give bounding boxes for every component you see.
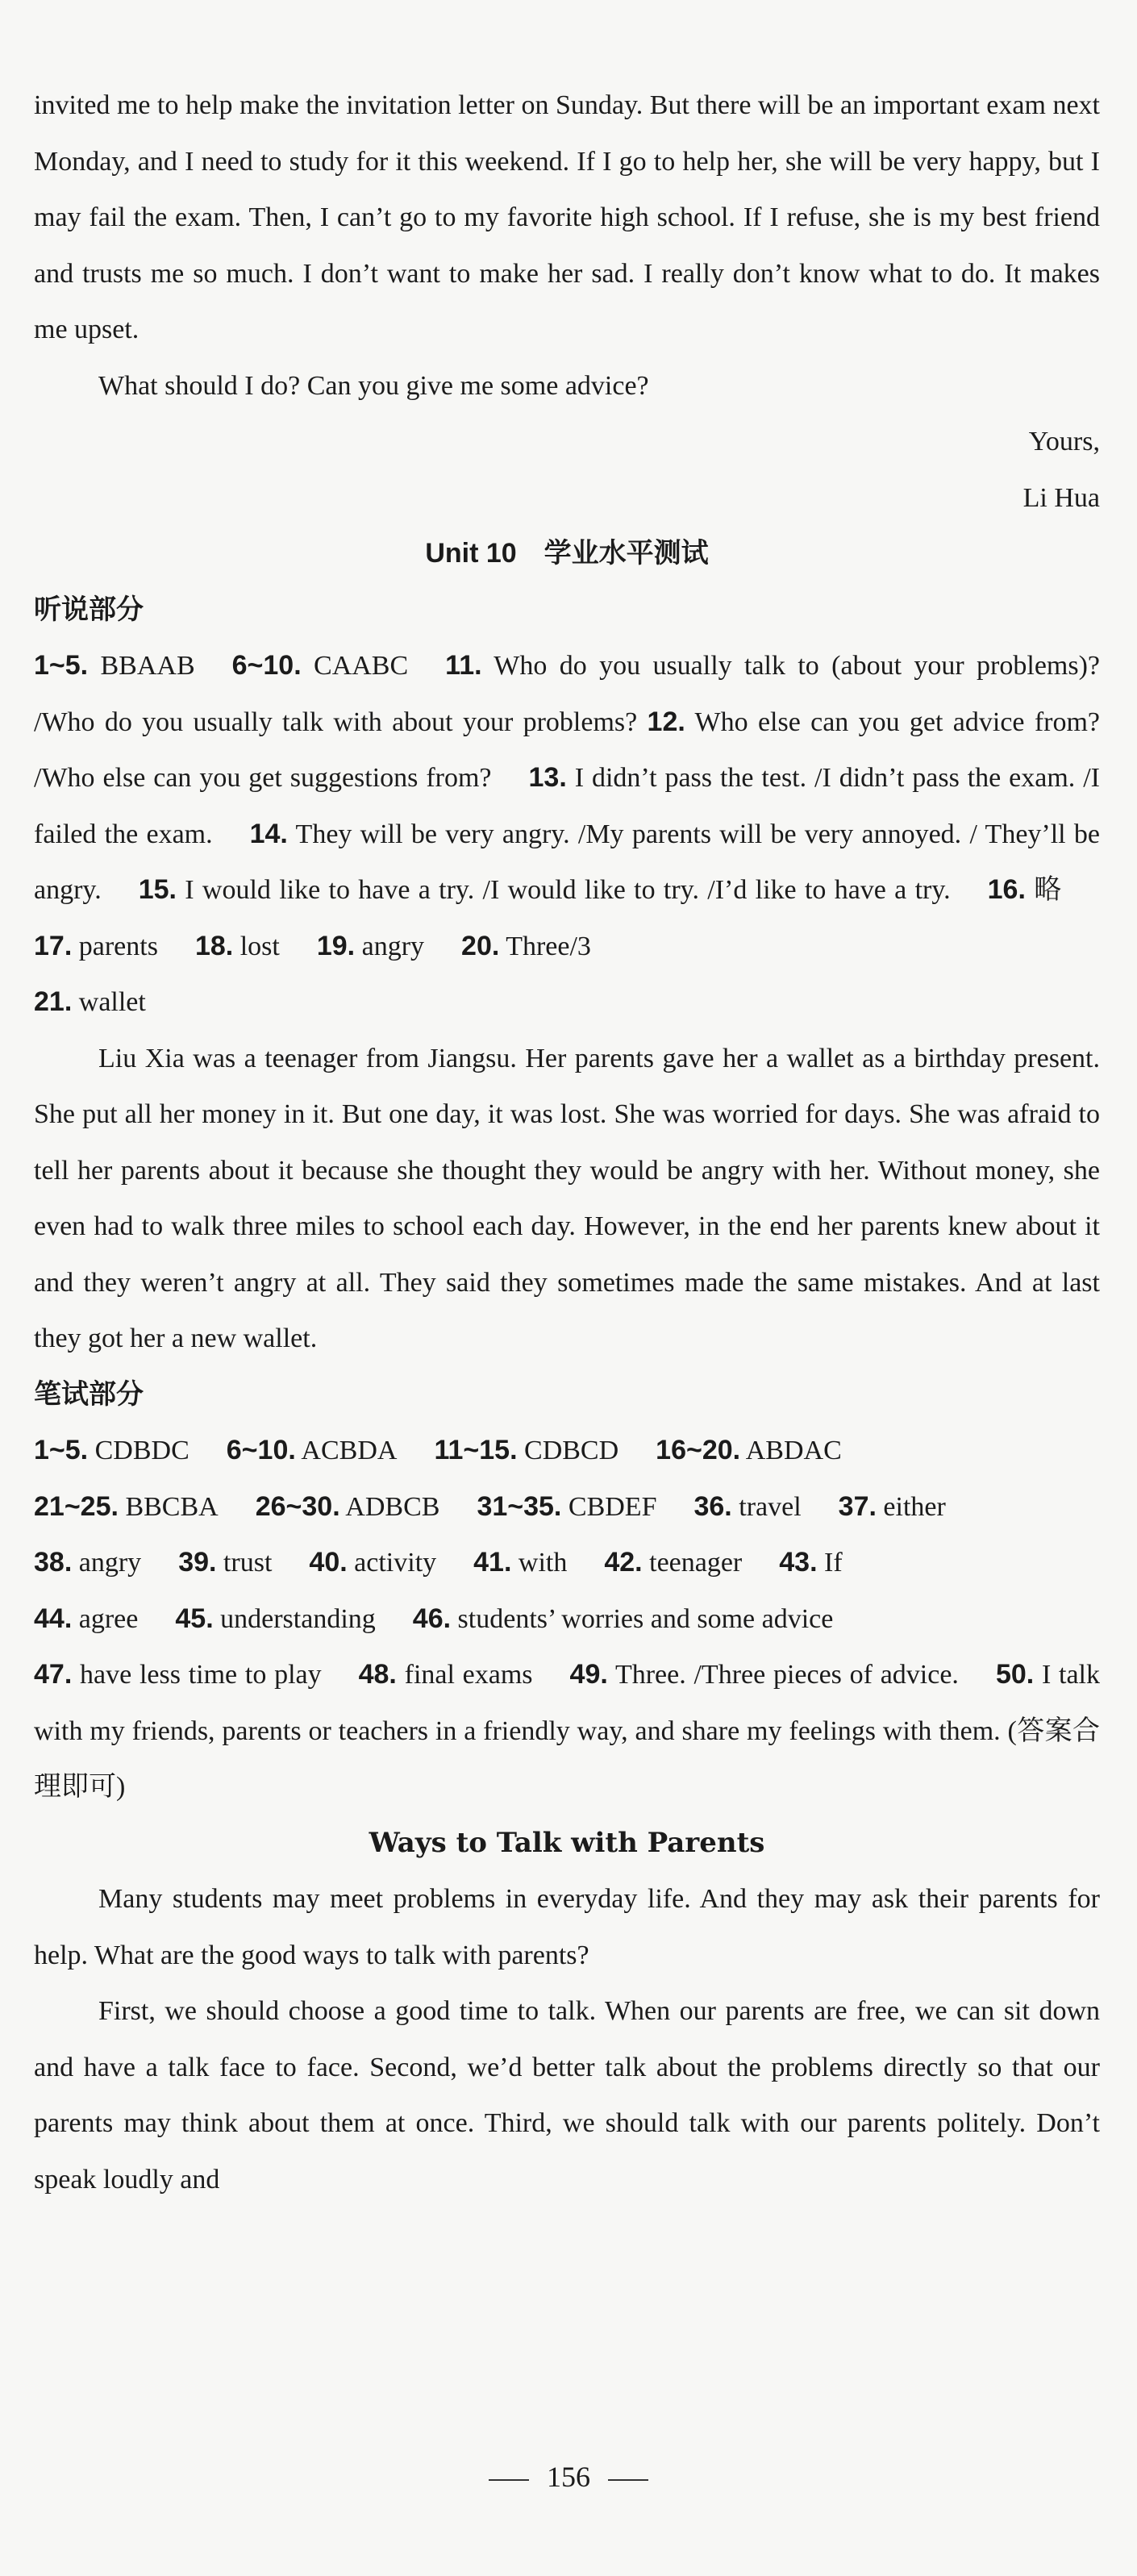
answer-text: They will be very angry. /My parents will be very annoyed. / They’ll be angry. [34, 819, 1100, 905]
answer-number: 18. [194, 930, 234, 961]
essay-paragraph-1: Many students may meet problems in everyday life. And they may ask their parents for help. What are the good ways to talk with parents? [34, 1884, 1100, 1970]
answer-number: 38. [34, 1547, 73, 1578]
answer-text: trust [223, 1548, 273, 1578]
answer-number: 49. [569, 1659, 608, 1690]
answer-number: 11. [445, 650, 482, 681]
answer-text: If [824, 1548, 843, 1578]
answer-text: CBDEF [568, 1491, 657, 1522]
answer-text: agree [78, 1603, 139, 1634]
answer-text: CDBDC [94, 1436, 190, 1465]
answer-text: with [518, 1548, 568, 1578]
answer-number: 39. [178, 1547, 217, 1578]
answer-text: ADBCB [345, 1491, 440, 1522]
answer-text: understanding [220, 1603, 376, 1634]
answer-text: Three. /Three pieces of advice. [614, 1660, 959, 1690]
answer-number: 16. [987, 874, 1026, 905]
answer-text: teenager [649, 1548, 743, 1578]
answer-number: 6~10. [226, 1435, 296, 1465]
answer-text: CAABC [314, 651, 409, 681]
answer-number: 45. [175, 1603, 214, 1634]
answer-number: 21~25. [34, 1490, 119, 1522]
answer-number: 13. [528, 762, 567, 793]
answer-text: angry [361, 931, 425, 961]
answer-text: angry [78, 1548, 142, 1578]
answer-text: Three/3 [506, 931, 591, 961]
written-answers [34, 1423, 1100, 1815]
answer-number: 19. [316, 930, 356, 961]
answer-number: 46. [412, 1603, 452, 1634]
essay-title: Ways to Talk with Parents [369, 1826, 765, 1859]
page-footer [0, 2460, 1137, 2494]
page-content [34, 77, 1100, 2207]
answer-text: students’ worries and some advice [457, 1603, 834, 1634]
answer-text: travel [739, 1491, 802, 1522]
listening-passage: Liu Xia was a teenager from Jiangsu. Her parents gave her a wallet as a birthday present. She put all her money in it. But one day, it was lost. She was worried for days. She was afraid to tell her parents about it because she thought they would be angry with her. Without money, she even had to walk three miles to school each day. However, in the end her parents knew about it and they weren’t angry at all. They said they sometimes made the same mistakes. And at last they got her a new wallet. [34, 1043, 1100, 1353]
answer-text: lost [239, 931, 280, 961]
answer-text: BBAAB [100, 651, 195, 681]
answer-number: 17. [34, 930, 73, 961]
answer-number: 15. [138, 874, 177, 905]
answer-number: 50. [995, 1659, 1035, 1690]
answer-number: 44. [34, 1603, 73, 1634]
answer-text: I talk with my friends, parents or teachers in a friendly way, and share my feelings with them. (答案合理即可) [34, 1660, 1101, 1802]
answer-text: I didn’t pass the test. /I didn’t pass the exam. /I failed the exam. [34, 763, 1100, 849]
answer-text: 略 [1034, 875, 1064, 905]
answer-number: 1~5. [34, 650, 89, 681]
answer-number: 26~30. [255, 1490, 340, 1522]
answer-number: 40. [309, 1547, 348, 1578]
answer-number: 31~35. [477, 1490, 562, 1522]
answer-text: have less time to play [80, 1660, 322, 1690]
answer-text: CDBCD [524, 1436, 619, 1465]
listening-heading: 听说部分 [34, 593, 144, 626]
answer-text: final exams [404, 1660, 533, 1690]
answer-number: 41. [473, 1547, 512, 1578]
answer-number: 14. [249, 818, 288, 849]
answer-text: either [883, 1491, 946, 1522]
answer-number: 47. [34, 1659, 73, 1690]
answer-text: BBCBA [125, 1491, 219, 1522]
written-heading: 笔试部分 [34, 1378, 144, 1411]
answer-number: 16~20. [656, 1435, 741, 1465]
answer-number: 11~15. [434, 1435, 518, 1465]
essay-paragraph-2: First, we should choose a good time to talk. When our parents are free, we can sit down and have a talk face to face. Second, we’d better talk about the problems directly so that our parents may think about them at once. Third, we should talk with our parents politely. Don’t speak loudly and [34, 1996, 1100, 2195]
answer-number: 43. [779, 1547, 818, 1578]
answer-text: wallet [78, 987, 146, 1017]
letter-closing: Yours, [1028, 427, 1100, 456]
page-number: 156 [547, 2461, 590, 2493]
answer-number: 21. [34, 986, 73, 1017]
answer-text: activity [354, 1548, 437, 1578]
answer-text: I would like to have a try. /I would like to try. /I’d like to have a try. [185, 875, 951, 905]
answer-number: 48. [358, 1659, 397, 1690]
answer-number: 36. [693, 1490, 732, 1522]
answer-text: ABDAC [745, 1436, 842, 1465]
footer-dash-right [608, 2479, 648, 2481]
answer-text: Who else can you get advice from? /Who else can you get suggestions from? [34, 707, 1101, 793]
footer-dash-left [489, 2479, 529, 2481]
answer-number: 1~5. [34, 1435, 89, 1465]
answer-number: 42. [604, 1547, 643, 1578]
letter-paragraph-1: invited me to help make the invitation letter on Sunday. But there will be an important exam next Monday, and I need to study for it this weekend. If I go to help her, she will be very happy, but I may fail the exam. Then, I can’t go to my favorite high school. If I refuse, she is my best friend and trusts me so much. I don’t want to make her sad. I really don’t know what to do. It makes me upset. [34, 90, 1100, 344]
answer-text: Who do you usually talk to (about your problems)? /Who do you usually talk with about your problems? [34, 651, 1101, 737]
unit-title: Unit 10 学业水平测试 [425, 538, 709, 569]
answer-number: 20. [461, 930, 500, 961]
answer-text: parents [78, 931, 158, 961]
answer-number: 6~10. [231, 650, 302, 681]
answer-text: ACBDA [301, 1436, 398, 1465]
letter-paragraph-2: What should I do? Can you give me some advice? [98, 370, 649, 401]
answer-number: 12. [647, 706, 685, 737]
letter-signature: Li Hua [1022, 482, 1100, 513]
listening-answers [34, 638, 1100, 1031]
answer-number: 37. [838, 1490, 877, 1522]
